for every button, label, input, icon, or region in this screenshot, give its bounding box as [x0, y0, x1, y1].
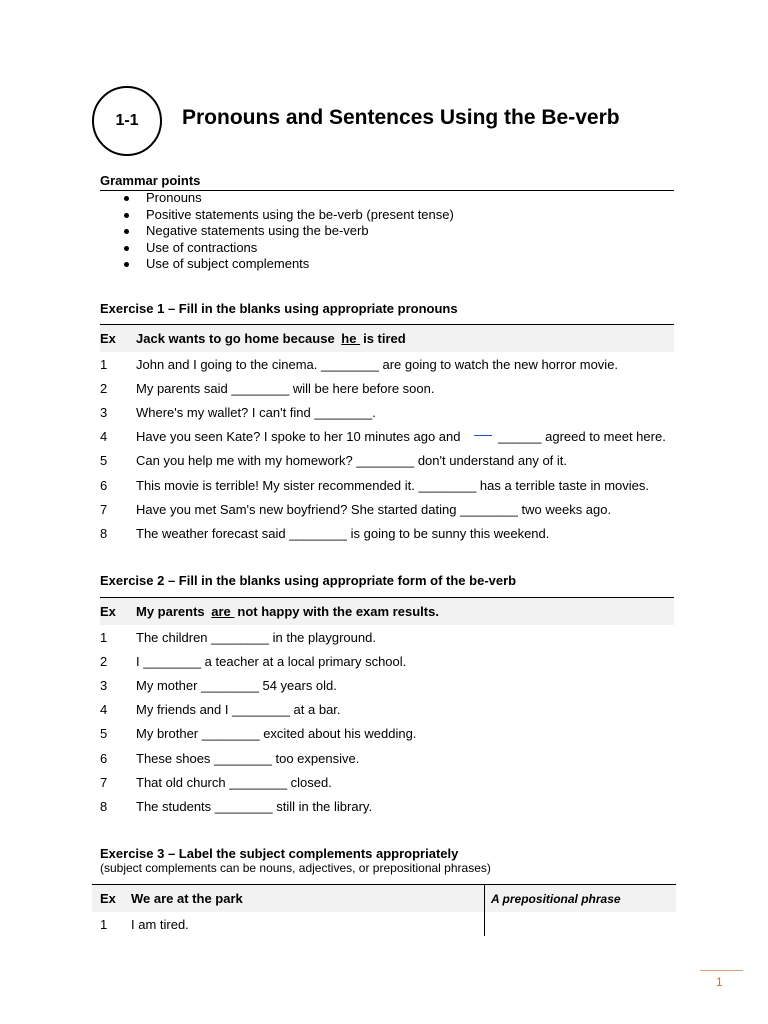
header-ex: Ex	[100, 891, 116, 906]
exercise-2-heading: Exercise 2 – Fill in the blanks using appropriate form of the be-verb	[100, 573, 517, 588]
table-row: 2 I ________ a teacher at a local primary school.	[100, 653, 407, 669]
answer-cell	[485, 912, 676, 936]
table-header-row	[100, 325, 674, 352]
table-row: 6 These shoes ________ too expensive.	[100, 750, 360, 766]
page-number-rule	[700, 970, 743, 971]
example-answer: are	[211, 604, 235, 619]
blue-answer-mark	[474, 435, 492, 436]
table-row: 1 John and I going to the cinema. ________ are going to watch the new horror movie.	[100, 356, 619, 372]
table-row: 3 My mother ________ 54 years old.	[100, 677, 337, 693]
example-sentence: My parents are not happy with the exam results.	[136, 604, 439, 619]
exercise-3-subheading: (subject complements can be nouns, adjectives, or prepositional phrases)	[100, 861, 491, 875]
table-row: 1 I am tired.	[92, 912, 676, 936]
list-item: Use of contractions	[146, 240, 666, 257]
grammar-points-list	[100, 190, 666, 273]
exercise-1-heading: Exercise 1 – Fill in the blanks using appropriate pronouns	[100, 301, 458, 316]
list-item: Negative statements using the be-verb	[146, 223, 666, 240]
exercise-3-table	[92, 884, 676, 936]
table-row: 5 Can you help me with my homework? ________ don't understand any of it.	[100, 453, 568, 469]
table-header-row	[92, 885, 676, 912]
example-sentence: Jack wants to go home because he is tired	[136, 331, 406, 346]
page-title: Pronouns and Sentences Using the Be-verb	[182, 106, 620, 129]
table-row: 5 My brother ________ excited about his wedding.	[100, 726, 417, 742]
list-item: Positive statements using the be-verb (present tense)	[146, 207, 666, 224]
exercise-3-heading: Exercise 3 – Label the subject complements appropriately	[100, 846, 459, 861]
list-item: Pronouns	[146, 190, 666, 207]
table-row: 4 Have you seen Kate? I spoke to her 10 minutes ago and ______ agreed to meet here.	[100, 429, 666, 445]
header-ex: Ex	[100, 331, 116, 346]
table-row: 3 Where's my wallet? I can't find ________.	[100, 404, 376, 420]
lesson-number-badge	[92, 86, 162, 156]
example-answer: A prepositional phrase	[491, 891, 621, 906]
table-row: 4 My friends and I ________ at a bar.	[100, 702, 341, 718]
example-answer: he	[341, 331, 361, 346]
table-row: 8 The students ________ still in the library.	[100, 798, 373, 814]
table-row: 2 My parents said ________ will be here before soon.	[100, 380, 435, 396]
grammar-points-heading: Grammar points	[100, 173, 201, 188]
table-row: 1 The children ________ in the playground.	[100, 629, 376, 645]
example-sentence: We are at the park	[131, 891, 243, 906]
exercise-1-table	[100, 325, 674, 546]
table-row: 7 Have you met Sam's new boyfriend? She started dating ________ two weeks ago.	[100, 501, 612, 517]
lesson-number: 1-1	[115, 112, 139, 129]
header-ex: Ex	[100, 604, 116, 619]
table-row: 8 The weather forecast said ________ is going to be sunny this weekend.	[100, 525, 550, 541]
table-header-row	[100, 598, 674, 625]
exercise-2-table	[100, 598, 674, 819]
list-item: Use of subject complements	[146, 256, 666, 273]
table-row: 6 This movie is terrible! My sister recommended it. ________ has a terrible taste in movies.	[100, 477, 649, 493]
page-number: 1	[716, 975, 723, 989]
table-row: 7 That old church ________ closed.	[100, 774, 332, 790]
